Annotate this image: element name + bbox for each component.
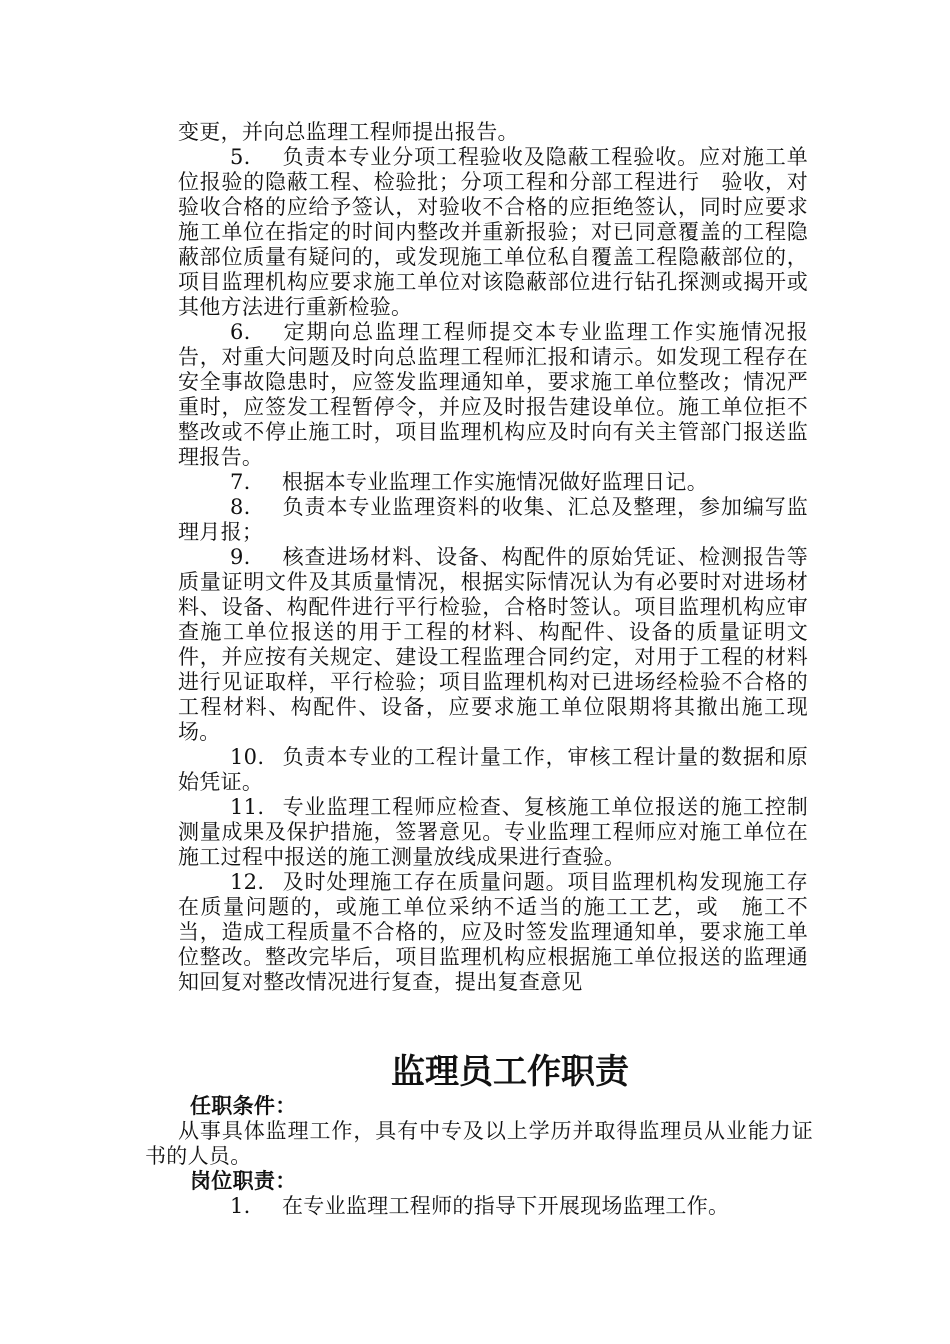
item-text: 定期向总监理工程师提交本专业监理工作实施情况报告，对重大问题及时向总监理工程师汇报和请示。如发现工程存在安全事故隐患时，应签发监理通知单，要求施工单位整改；情况严重时，应签发工程暂停令，并应及时报告建设单位。施工单位拒不整改或不停止施工时，项目监理机构应及时向有关主管部门报送监理报告。 bbox=[178, 320, 808, 469]
duty-item-5 bbox=[178, 145, 808, 320]
qualification-paragraph: 从事具体监理工作，具有中专及以上学历并取得监理员从业能力证书的人员。 bbox=[145, 1119, 813, 1168]
item-number: 5. bbox=[230, 145, 251, 169]
item-text: 根据本专业监理工作实施情况做好监理日记。 bbox=[282, 470, 708, 494]
duty-item-9 bbox=[178, 545, 808, 745]
item-number: 9. bbox=[230, 545, 251, 569]
item-text: 负责本专业的工程计量工作，审核工程计量的数据和原始凭证。 bbox=[178, 745, 808, 794]
item-text: 在专业监理工程师的指导下开展现场监理工作。 bbox=[282, 1194, 730, 1218]
item-number: 12. bbox=[230, 870, 265, 894]
duty-item-7 bbox=[178, 470, 808, 495]
item-text: 专业监理工程师应检查、复核施工单位报送的施工控制测量成果及保护措施，签署意见。专业监理工程师应对施工单位在施工过程中报送的施工测量放线成果进行查验。 bbox=[178, 795, 808, 869]
item-number: 10. bbox=[230, 745, 265, 769]
item-number: 6. bbox=[230, 320, 251, 344]
duties-heading: 岗位职责： bbox=[190, 1169, 297, 1193]
item-number: 1. bbox=[230, 1194, 251, 1218]
duty-item-12 bbox=[178, 870, 808, 995]
duty-item-10 bbox=[178, 745, 808, 795]
supervisor-section bbox=[145, 1094, 813, 1219]
item-text: 核查进场材料、设备、构配件的原始凭证、检测报告等质量证明文件及其质量情况，根据实际情况认为有必要时对进场材料、设备、构配件进行平行检验，合格时签认。项目监理机构应审查施工单位报送的用于工程的材料、构配件、设备的质量证明文件，并应按有关规定、建设工程监理合同约定，对用于工程的材料进行见证取样，平行检验；项目监理机构对已进场经检验不合格的工程材料、构配件、设备，应要求施工单位限期将其撤出施工现场。 bbox=[178, 545, 808, 744]
qualification-heading: 任职条件： bbox=[190, 1094, 297, 1118]
section-title: 监理员工作职责 bbox=[391, 1052, 629, 1092]
duty-item-6 bbox=[178, 320, 808, 470]
duty-item-11 bbox=[178, 795, 808, 870]
item-text: 及时处理施工存在质量问题。项目监理机构发现施工存在质量问题的，或施工单位采纳不适当的施工工艺，或 施工不当，造成工程质量不合格的，应及时签发监理通知单，要求施工单位整改。整改完毕后，项目监理机构应根据施工单位报送的监理通知回复对整改情况进行复查，提出复查意见 bbox=[178, 870, 808, 994]
item-text: 负责本专业分项工程验收及隐蔽工程验收。应对施工单位报验的隐蔽工程、检验批；分项工程和分部工程进行 验收，对验收合格的应给予签认，对验收不合格的应拒绝签认，同时应要求施工单位在指定的时间内整改并重新报验；对已同意覆盖的工程隐蔽部位质量有疑问的，或发现施工单位私自覆盖工程隐蔽部位的，项目监理机构应要求施工单位对该隐蔽部位进行钻孔探测或揭开或其他方法进行重新检验。 bbox=[178, 145, 808, 319]
item-text: 负责本专业监理资料的收集、汇总及整理，参加编写监理月报； bbox=[178, 495, 808, 544]
supervisor-duty-item-1 bbox=[145, 1194, 813, 1219]
duty-item-8 bbox=[178, 495, 808, 545]
continuation-paragraph: 变更，并向总监理工程师提出报告。 bbox=[178, 120, 519, 144]
item-number: 11. bbox=[230, 795, 265, 819]
item-number: 8. bbox=[230, 495, 251, 519]
item-number: 7. bbox=[230, 470, 251, 494]
engineer-duties-body bbox=[178, 120, 808, 995]
